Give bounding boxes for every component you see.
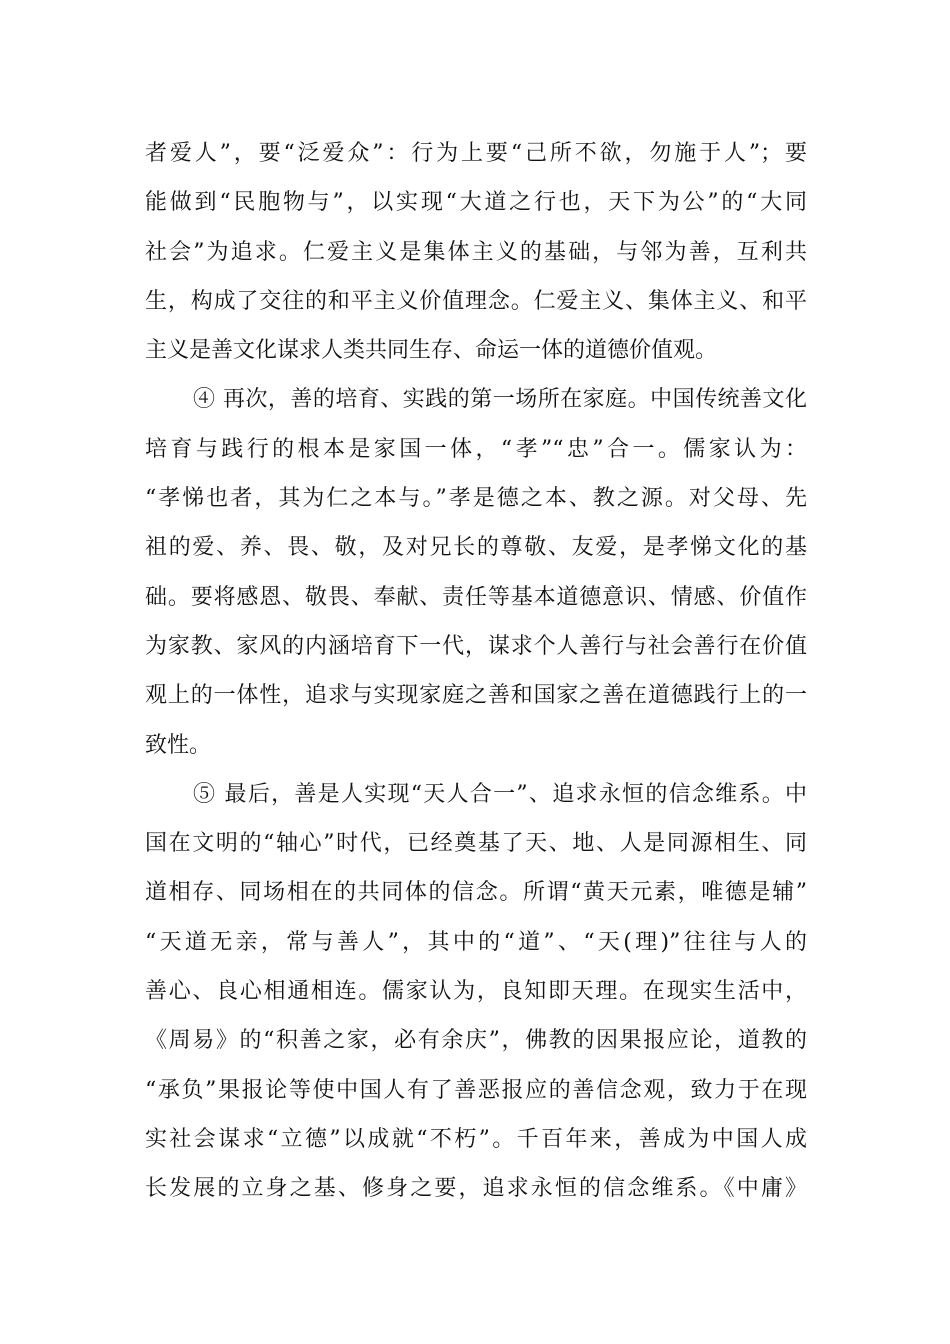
text-line: 观上的一体性，追求与实现家庭之善和国家之善在道德践行上的一 (145, 683, 807, 709)
text-line: 道相存、同场相在的共同体的信念。所谓“黄天元素，唯德是辅” (145, 880, 807, 906)
text-line: 社会”为追求。仁爱主义是集体主义的基础，与邻为善，互利共 (145, 239, 807, 265)
text-line: 长发展的立身之基、修身之要，追求永恒的信念维系。《中庸》 (145, 1176, 807, 1202)
text-line: 能做到“民胞物与”，以实现“大道之行也，天下为公”的“大同 (145, 190, 807, 216)
text-line: 善心、良心相通相连。儒家认为，良知即天理。在现实生活中， (145, 979, 807, 1005)
text-line: 础。要将感恩、敬畏、奉献、责任等基本道德意识、情感、价值作 (145, 584, 807, 610)
text-line: 实社会谋求“立德”以成就“不朽”。千百年来，善成为中国人成 (145, 1126, 807, 1152)
paragraph-5-first-line: ⑤ 最后，善是人实现“天人合一”、追求永恒的信念维系。中 (193, 781, 807, 807)
text-line: 为家教、家风的内涵培育下一代，谋求个人善行与社会善行在价值 (145, 633, 807, 659)
text-line: 生，构成了交往的和平主义价值理念。仁爱主义、集体主义、和平 (145, 288, 807, 314)
text-line: 致性。 (145, 732, 212, 758)
text-line: 祖的爱、养、畏、敬，及对兄长的尊敬、友爱，是孝悌文化的基 (145, 535, 807, 561)
paragraph-4-first-line: ④ 再次，善的培育、实践的第一场所在家庭。中国传统善文化 (193, 387, 807, 413)
text-line: 者爱人”，要“泛爱众”：行为上要“己所不欲，勿施于人”；要 (145, 141, 807, 166)
text-line: “天道无亲，常与善人”，其中的“道”、“天(理)”往往与人的 (145, 929, 807, 955)
text-line: “孝悌也者，其为仁之本与。”孝是德之本、教之源。对父母、先 (145, 486, 807, 512)
text-line: “承负”果报论等使中国人有了善恶报应的善信念观，致力于在现 (145, 1077, 807, 1103)
body-text (145, 129, 807, 1214)
text-line: 培育与践行的根本是家国一体，“孝”“忠”合一。儒家认为： (145, 436, 807, 462)
text-line: 国在文明的“轴心”时代，已经奠基了天、地、人是同源相生、同 (145, 831, 807, 857)
text-line: 《周易》的“积善之家，必有余庆”，佛教的因果报应论，道教的 (145, 1028, 807, 1054)
text-line: 主义是善文化谋求人类共同生存、命运一体的道德价值观。 (145, 338, 718, 364)
